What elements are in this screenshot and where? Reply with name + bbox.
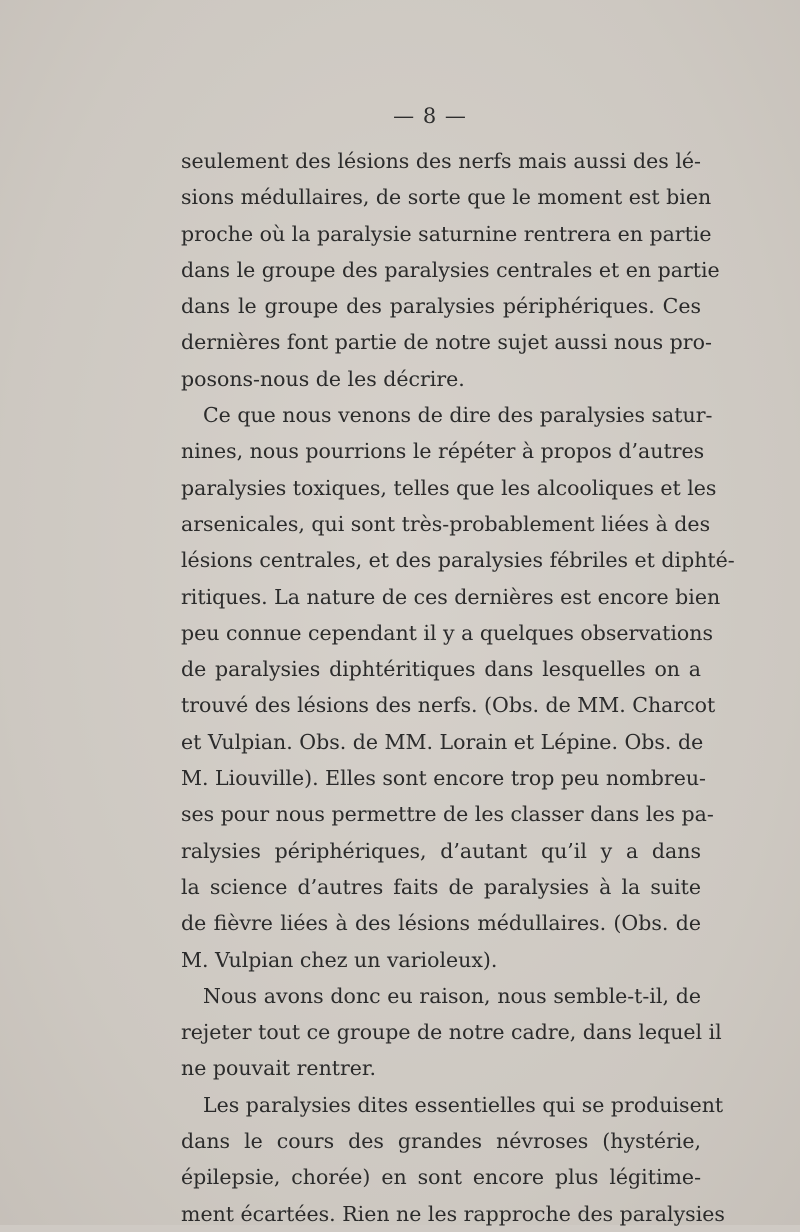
text-line: nines, nous pourrions le répéter à propos d’autres: [181, 439, 705, 464]
text-line: proche où la paralysie saturnine rentrera en partie: [181, 221, 712, 246]
text-line: lésions centrales, et des paralysies fébriles et diphté-: [181, 548, 735, 573]
text-line: dans le groupe des paralysies centrales et en partie: [181, 257, 720, 282]
text-line: peu connue cependant il y a quelques observations: [181, 620, 713, 645]
text-line: posons-nous de les décrire.: [181, 366, 465, 391]
text-line: M. Liouville). Elles sont encore trop peu nombreu-: [181, 766, 706, 791]
text-line: de paralysies diphtéritiques dans lesquelles on a: [181, 657, 701, 682]
text-line: de fièvre liées à des lésions médullaires. (Obs. de: [181, 911, 701, 936]
text-line: ses pour nous permettre de les classer dans les pa-: [181, 802, 714, 827]
text-line: arsenicales, qui sont très-probablement liées à des: [181, 511, 711, 536]
text-line: ritiques. La nature de ces dernières est encore bien: [181, 584, 721, 609]
text-line: sions médullaires, de sorte que le moment est bien: [181, 185, 712, 210]
text-line: Ce que nous venons de dire des paralysies satur-: [203, 403, 713, 428]
body-text: [181, 143, 735, 1232]
text-line: paralysies toxiques, telles que les alcooliques et les: [181, 475, 717, 500]
text-line: M. Vulpian chez un varioleux).: [181, 947, 498, 972]
page-number: — 8 —: [393, 104, 467, 128]
text-line: rejeter tout ce groupe de notre cadre, dans lequel il: [181, 1020, 722, 1045]
text-line: ralysies périphériques, d’autant qu’il y a dans: [181, 838, 701, 863]
text-line: Nous avons donc eu raison, nous semble-t-il, de: [203, 983, 701, 1008]
text-line: dans le cours des grandes névroses (hystérie,: [181, 1129, 701, 1154]
text-line: seulement des lésions des nerfs mais aussi des lé-: [181, 149, 701, 173]
text-line: dans le groupe des paralysies périphériques. Ces: [181, 294, 701, 319]
text-line: dernières font partie de notre sujet aussi nous pro-: [181, 330, 712, 355]
text-line: ment écartées. Rien ne les rapproche des paralysies: [181, 1201, 725, 1226]
text-line: trouvé des lésions des nerfs. (Obs. de MM. Charcot: [181, 693, 716, 718]
text-line: ne pouvait rentrer.: [181, 1056, 377, 1081]
text-line: Les paralysies dites essentielles qui se produisent: [203, 1092, 724, 1117]
text-line: la science d’autres faits de paralysies à la suite: [181, 874, 701, 899]
text-line: épilepsie, chorée) en sont encore plus légitime-: [181, 1165, 701, 1190]
text-line: et Vulpian. Obs. de MM. Lorain et Lépine. Obs. de: [181, 729, 704, 754]
